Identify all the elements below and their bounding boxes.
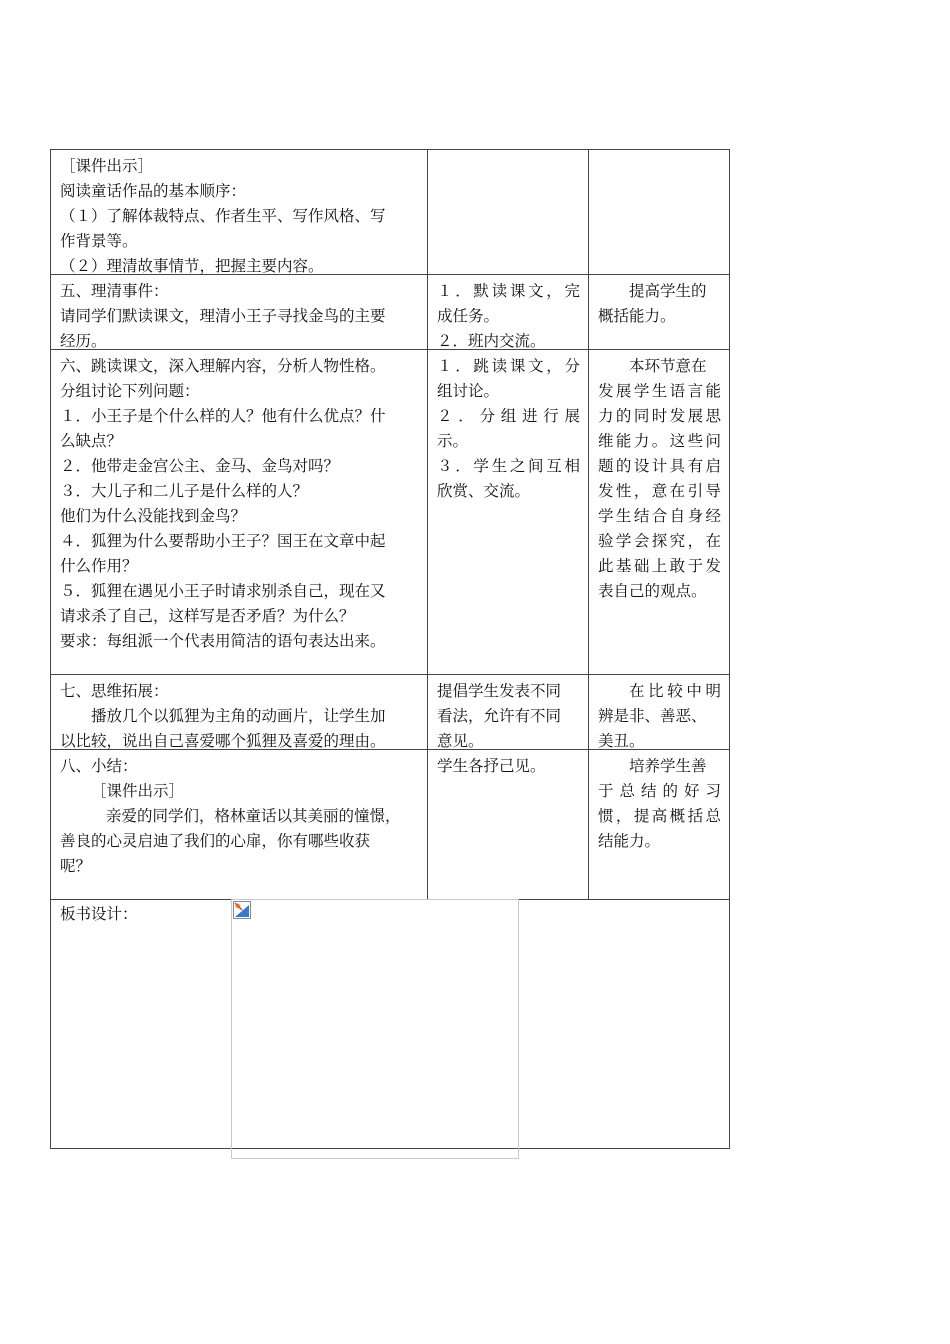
design-intent-cell <box>589 675 729 749</box>
design-intent-cell <box>589 750 729 899</box>
student-activity-cell <box>428 675 589 749</box>
cell-line: 六、跳读课文，深入理解内容，分析人物性格。 <box>60 357 386 375</box>
student-activity-cell <box>428 275 589 349</box>
cell-line: 七、思维拓展： <box>60 682 169 700</box>
cell-line: 验学会探究，在 <box>598 532 721 550</box>
activity-cell <box>51 750 428 899</box>
cell-line: 成任务。 <box>437 307 500 325</box>
cell-line: 表自己的观点。 <box>598 582 707 600</box>
cell-line: ［课件出示］ <box>91 782 185 800</box>
cell-line: 什么作用？ <box>60 557 138 575</box>
cell-line: 发性，意在引导 <box>598 482 721 500</box>
cell-line: 维能力。这些问 <box>598 432 721 450</box>
activity-cell <box>51 150 428 274</box>
board-design-label: 板书设计： <box>60 905 138 923</box>
cell-line: 学生结合自身经 <box>598 507 721 525</box>
cell-line: 善良的心灵启迪了我们的心扉，你有哪些收获 <box>60 832 371 850</box>
table-row <box>51 750 729 900</box>
cell-line: 分组讨论下列问题： <box>60 382 200 400</box>
cell-line: 以比较，说出自己喜爱哪个狐狸及喜爱的理由。 <box>60 732 386 750</box>
cell-line: 请同学们默读课文，理清小王子寻找金鸟的主要 <box>60 307 386 325</box>
cell-line: 概括能力。 <box>598 307 676 325</box>
cell-line: ［课件出示］ <box>60 157 154 175</box>
cell-line: 结能力。 <box>598 832 661 850</box>
design-intent-cell <box>589 150 729 274</box>
table-row <box>51 675 729 750</box>
cell-line: 学生各抒己见。 <box>437 757 546 775</box>
cell-line: 于总结的好习 <box>598 782 721 800</box>
table-row <box>51 275 729 350</box>
cell-line: 要求：每组派一个代表用简洁的语句表达出来。 <box>60 632 386 650</box>
cell-line: 提倡学生发表不同 <box>437 682 562 700</box>
design-intent-cell <box>589 275 729 349</box>
table-row <box>51 350 729 675</box>
cell-line: １．跳读课文，分 <box>437 357 580 375</box>
table-row <box>51 150 729 275</box>
cell-line: 五、理清事件： <box>60 282 169 300</box>
cell-line: ２．他带走金宫公主、金马、金鸟对吗？ <box>60 457 340 475</box>
cell-line: ２．班内交流。 <box>437 332 546 350</box>
cell-line: 提高学生的 <box>629 282 707 300</box>
design-intent-cell <box>589 350 729 674</box>
cell-line: 惯，提高概括总 <box>598 807 721 825</box>
cell-line: １．小王子是个什么样的人？他有什么优点？什 <box>60 407 386 425</box>
cell-line: 八、小结： <box>60 757 138 775</box>
cell-line: ４．狐狸为什么要帮助小王子？国王在文章中起 <box>60 532 386 550</box>
cell-line: 辨是非、善恶、 <box>598 707 707 725</box>
cell-line: 美丑。 <box>598 732 645 750</box>
cell-line: （１）了解体裁特点、作者生平、写作风格、写 <box>60 207 386 225</box>
cell-line: ２．分组进行展 <box>437 407 580 425</box>
cell-line: 看法，允许有不同 <box>437 707 562 725</box>
cell-line: 在比较中明 <box>629 682 721 700</box>
cell-line: （２）理清故事情节，把握主要内容。 <box>60 257 324 275</box>
cell-line: 呢？ <box>60 857 92 875</box>
cell-line: 力的同时发展思 <box>598 407 721 425</box>
cell-line: 题的设计具有启 <box>598 457 721 475</box>
activity-cell <box>51 350 428 674</box>
student-activity-cell <box>428 750 589 899</box>
cell-line: 欣赏、交流。 <box>437 482 531 500</box>
cell-line: １．默读课文，完 <box>437 282 580 300</box>
cell-line: 本环节意在 <box>629 357 707 375</box>
student-activity-cell <box>428 350 589 674</box>
cell-line: 请求杀了自己，这样写是否矛盾？为什么？ <box>60 607 355 625</box>
cell-line: ３．学生之间互相 <box>437 457 580 475</box>
student-activity-cell <box>428 150 589 274</box>
cell-line: 发展学生语言能 <box>598 382 721 400</box>
cell-line: 他们为什么没能找到金鸟？ <box>60 507 247 525</box>
cell-line: ３．大儿子和二儿子是什么样的人？ <box>60 482 309 500</box>
cell-line: 组讨论。 <box>437 382 500 400</box>
cell-line: 经历。 <box>60 332 107 350</box>
broken-image-icon <box>233 901 251 919</box>
cell-line: 示。 <box>437 432 469 450</box>
cell-line: 培养学生善 <box>629 757 707 775</box>
activity-cell <box>51 675 428 749</box>
board-design-image-frame <box>231 899 519 1159</box>
cell-line: 此基础上敢于发 <box>598 557 721 575</box>
activity-cell <box>51 275 428 349</box>
cell-line: 作背景等。 <box>60 232 138 250</box>
cell-line: ５．狐狸在遇见小王子时请求别杀自己，现在又 <box>60 582 386 600</box>
cell-line: 阅读童话作品的基本顺序： <box>60 182 247 200</box>
cell-line: 么缺点？ <box>60 432 123 450</box>
cell-line: 亲爱的同学们，格林童话以其美丽的憧憬， <box>106 807 401 825</box>
cell-line: 播放几个以狐狸为主角的动画片，让学生加 <box>91 707 386 725</box>
cell-line: 意见。 <box>437 732 484 750</box>
